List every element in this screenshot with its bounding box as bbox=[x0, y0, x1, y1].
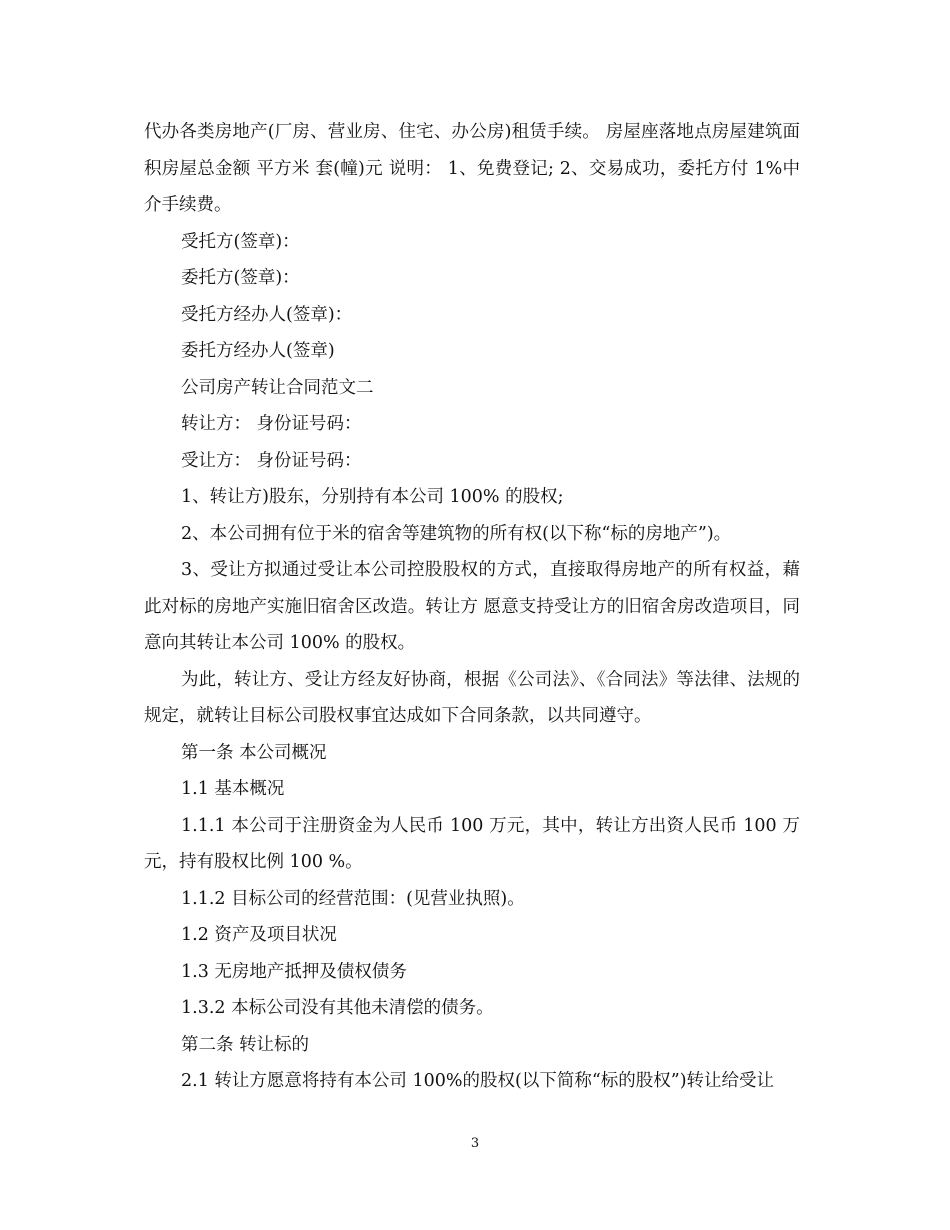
paragraph-trustee-signature: 受托方(签章)： bbox=[181, 231, 300, 252]
paragraph-recital-1: 1、转让方)股东，分别持有本公司 100% 的股权; bbox=[181, 487, 564, 507]
paragraph-article-2-heading: 第二条 转让标的 bbox=[181, 1034, 310, 1055]
paragraph-intro: 代办各类房地产(厂房、营业房、住宅、办公房)租赁手续。 房屋座落地点房屋建筑面积房屋总金额 平方米 套(幢)元 说明： 1、免费登记; 2、交易成功，委托方付 1%中介手续费。 bbox=[144, 122, 800, 215]
paragraph-clause-1-2: 1.2 资产及项目状况 bbox=[181, 925, 337, 945]
page-number: 3 bbox=[470, 1136, 480, 1151]
paragraph-clause-1-3: 1.3 无房地产抵押及债权债务 bbox=[181, 961, 407, 982]
paragraph-clause-1-1: 1.1 基本概况 bbox=[181, 779, 285, 799]
paragraph-section-title: 公司房产转让合同范文二 bbox=[181, 377, 374, 398]
paragraph-transferee: 受让方： 身份证号码： bbox=[181, 450, 362, 471]
paragraph-article-1-heading: 第一条 本公司概况 bbox=[181, 742, 327, 763]
document-body bbox=[144, 114, 800, 1100]
paragraph-client-signature: 委托方(签章)： bbox=[181, 268, 300, 288]
paragraph-transferor: 转让方： 身份证号码： bbox=[181, 414, 362, 434]
paragraph-trustee-agent-signature: 受托方经办人(签章)： bbox=[181, 304, 353, 325]
paragraph-preamble: 为此，转让方、受让方经友好协商，根据《公司法》、《合同法》等法律、法规的规定，就转让目标公司股权事宜达成如下合同条款，以共同遵守。 bbox=[144, 669, 800, 726]
paragraph-client-agent-signature: 委托方经办人(签章) bbox=[181, 341, 335, 361]
paragraph-recital-2: 2、本公司拥有位于米的宿舍等建筑物的所有权(以下称“标的房地产”)。 bbox=[181, 523, 732, 544]
paragraph-clause-2-1: 2.1 转让方愿意将持有本公司 100%的股权(以下简称“标的股权”)转让给受让 bbox=[181, 1071, 775, 1091]
paragraph-recital-3: 3、受让方拟通过受让本公司控股股权的方式，直接取得房地产的所有权益，藉此对标的房地产实施旧宿舍区改造。转让方 愿意支持受让方的旧宿舍房改造项目，同意向其转让本公司 100% 的股权。 bbox=[144, 560, 800, 653]
paragraph-clause-1-1-2: 1.1.2 目标公司的经营范围：(见营业执照)。 bbox=[181, 888, 525, 909]
paragraph-clause-1-3-2: 1.3.2 本标公司没有其他未清偿的债务。 bbox=[181, 998, 494, 1018]
paragraph-clause-1-1-1: 1.1.1 本公司于注册资金为人民币 100 万元，其中，转让方出资人民币 100 万元，持有股权比例 100 %。 bbox=[144, 815, 800, 872]
